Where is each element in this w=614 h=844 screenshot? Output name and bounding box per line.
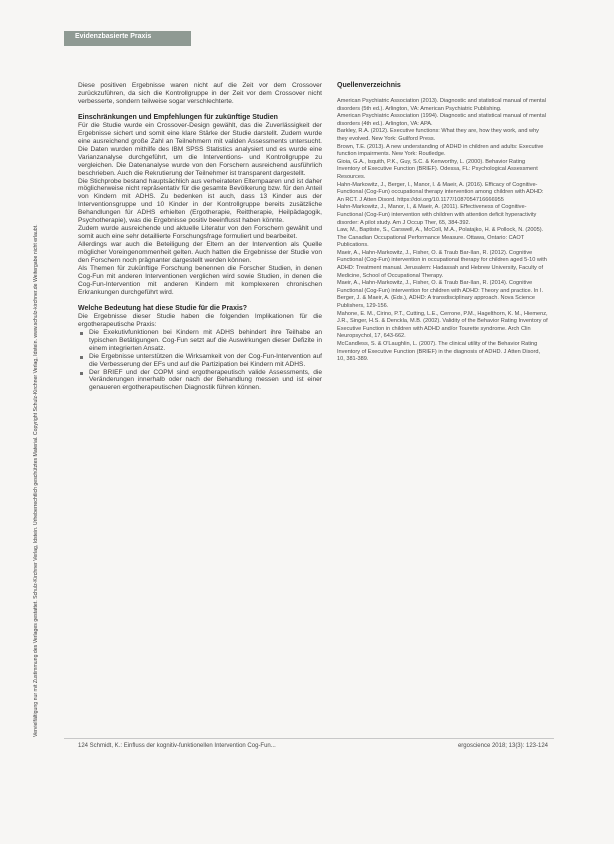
section-header-label: Evidenzbasierte Praxis: [75, 33, 152, 40]
reference-item: American Psychiatric Association (2013). Diagnostic and statistical manual of mental disorders (5th ed.). Arlington, VA: American Psychiatric Publishing.: [337, 98, 546, 112]
references-heading: Quellenverzeichnis: [337, 82, 401, 89]
limitations-paragraph-1: Für die Studie wurde ein Crossover-Design gewählt, das die Zuverlässigkeit der Ergebnisse sichert und somit eine klare Stärke der Studie darstellt. Zudem wurde eine ausreichend große Zahl an Teilnehmern mit validen Assessments untersucht. Die Daten wurden mithilfe des IBM SPSS Statistics analysiert und es wurde eine Varianzanalyse durchgeführt, um die Interventions- und Kontrollgruppe zu vergleichen. Die Datenanalyse wurde von den Forschern ausreichend ausführlich beschrieben. Auch die Rekrutierung der Teilnehmer ist transparent dargestellt.: [78, 121, 322, 177]
reference-item: Law, M., Baptiste, S., Carswell, A., McColl, M.A., Polatajko, H. & Pollock, N. (2005). The Canadian Occupational Performance Measure. Ottawa, Ontario: CAOT Publications.: [337, 227, 544, 249]
reference-item: Brown, T.E. (2013). A new understanding of ADHD in children and adults: Executive function impairments. New York: Routledge.: [337, 143, 544, 158]
limitations-paragraph-3: Zudem wurde ausreichende und aktuelle Literatur von den Forschern gewählt und somit auch eine sehr detaillierte Forschungsfrage formuliert und bearbeitet.: [78, 225, 322, 241]
limitations-paragraph-5: Als Themen für zukünftige Forschung benennen die Forscher Studien, in denen Cog-Fun mit anderen Interventionen verglichen wird sowie Studien, in denen die Cog-Fun-Intervention mit anderen Kindern mit komplexeren chronischen Erkrankungen durchgeführt wird.: [78, 265, 322, 296]
list-item: Die Ergebnisse unterstützen die Wirksamkeit von der Cog-Fun-Intervention auf die Verbesserung der EFs und auf die Partizipation bei Kindern mit ADHS.: [78, 353, 322, 369]
reference-item: Hahn-Markowitz, J., Berger, I., Manor, I. & Maeir, A. (2016). Efficacy of Cognitive-Functional (Cog-Fun) occupational therapy intervention among children with ADHD: An RCT. J Atten Disord. https://doi.org/10.1177/1087054716666955: [337, 181, 544, 203]
practice-heading: Welche Bedeutung hat diese Studie für die Praxis?: [78, 304, 248, 312]
reference-item: American Psychiatric Association (1994). Diagnostic and statistical manual of mental disorders (4th ed.). Arlington, VA: APA.: [337, 113, 546, 127]
reference-item: Mahone, E. M., Cirino, P.T., Cutting, L.E., Cerrone, P.M., Hagelthorn, K. M., Hiemenz, J.R., Singer, H.S. & Denckla, M.B. (2002). Validity of the Behavior Rating Inventory of Executive Function in children with ADHD and/or Tourette syndrome. Arch Clin Neuropsychol, 17, 643-662.: [337, 310, 548, 340]
reference-item: Gioia, G.A., Isquith, P.K., Guy, S.C. & Kenworthy, L. (2000). Behavior Rating Inventory of Executive Function (BRIEF). Odessa, FL: Psychological Assessment Resources.: [337, 158, 538, 180]
practice-intro: Die Ergebnisse dieser Studie haben die folgenden Implikationen für die ergotherapeutische Praxis:: [78, 312, 322, 328]
list-item: Der BRIEF und der COPM sind ergotherapeutisch valide Assessments, die Veränderungen innerhalb oder nach der Behandlung messen und ist einer genaueren ergotherapeutischen Diagnostik führen können.: [78, 369, 322, 393]
reference-item: Maeir, A., Hahn-Markowitz, J., Fisher, O. & Traub Bar-Ilan, R. (2014). Cognitive Functional (Cog-Fun) intervention for children with ADHD: Theory and practice. In I. Berger, J. & Maeir, A. (Eds.), ADHD: A transdisciplinary approach. Nova Science Publishers, 129-156.: [337, 280, 544, 310]
reference-item: Hahn-Markowitz, J., Manor, I., & Maeir, A. (2011). Effectiveness of Cognitive-Functional (Cog-Fun) intervention with children with attention deficit hyperactivity disorder: A pilot study. Am J Occup Ther, 65, 384-392.: [337, 204, 537, 226]
limitations-heading: Einschränkungen und Empfehlungen für zukünftige Studien: [78, 113, 278, 121]
reference-item: McCandless, S. & O'Laughlin, L. (2007). The clinical utility of the Behavior Rating Inventory of Executive Function (BRIEF) in the diagnosis of ADHD. J Atten Disord, 10, 381-389.: [337, 341, 541, 363]
intro-paragraph: Diese positiven Ergebnisse waren nicht auf die Zeit vor dem Crossover zurückzuführen, da sich die Kontrollgruppe in der Zeit vor dem Crossover nicht verbesserte, sondern teilweise sogar verschlechterte.: [78, 82, 322, 105]
left-column: [78, 82, 322, 392]
footer-journal: ergoscience 2018; 13(3): 123-124: [457, 743, 548, 749]
footer-citation: 124 Schmidt, K.: Einfluss der kognitiv-funktionellen Intervention Cog-Fun...: [78, 743, 276, 749]
copyright-side-note: Vervielfältigung nur mit Zustimmung des Verlages gestattet. Schulz-Kirchner Verlag, Idstein. Urheberrechtlich geschütztes Material. Copyright Schulz-Kirchner Verlag, Idstein. www.schulz-kirchner.de Weitergabe nicht erlaubt.: [33, 224, 39, 737]
limitations-paragraph-2: Die Stichprobe bestand hauptsächlich aus verheirateten Elternpaaren und ist daher möglicherweise nicht repräsentativ für die gesamte Bevölkerung bzw. für den Anteil von Kindern mit ADHS. Zu bedenken ist auch, dass 13 Kinder aus der Interventionsgruppe und 10 Kinder in der Kontrollgruppe bereits zusätzliche Behandlungen für ADHS erhielten (Ergotherapie, Reittherapie, Heilpädagogik, Psychotherapie), was die Ergebnisse positiv beeinflusst haben könnte.: [78, 177, 322, 225]
reference-item: Barkley, R.A. (2012). Executive functions: What they are, how they work, and why they evolved. New York: Guilford Press.: [337, 128, 539, 142]
practice-bullet-list: [78, 329, 322, 393]
limitations-paragraph-4: Allerdings war auch die Beteiligung der Eltern an der Intervention als Quelle möglicher Voreingenommenheit gelten. Auch hatten die Ergebnisse der Studie von den Forschern noch prägnanter dargestellt werden können.: [78, 241, 322, 265]
right-column: [337, 82, 549, 364]
footer-divider: [64, 738, 554, 739]
reference-item: Maeir, A., Hahn-Markowitz, J., Fisher, O. & Traub Bar-Ilan, R. (2012). Cognitive Functional (Cog-Fun) intervention in occupational therapy for children aged 5-10 with ADHD: Treatment manual. Jerusalem: Hadassah and Hebrew University, Faculty of Medicine, School of Occupational Therapy.: [337, 249, 547, 279]
list-item: Die Exekutivfunktionen bei Kindern mit ADHS behindert ihre Teilhabe an typischen Betätigungen. Cog-Fun setzt auf die Auswirkungen dieser Defizite in einem integrierten Ansatz.: [78, 329, 322, 353]
